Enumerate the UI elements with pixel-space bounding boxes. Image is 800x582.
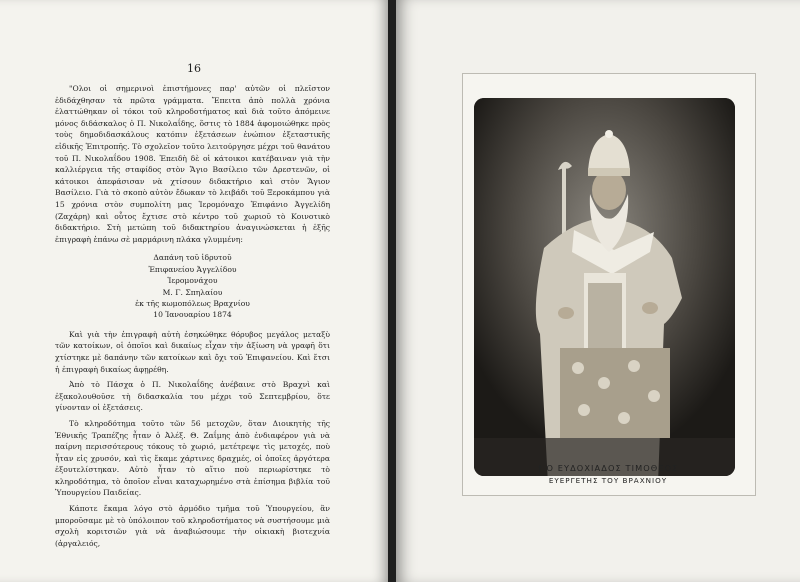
photo-frame	[462, 73, 756, 496]
inscription-line: Ἐπιφανείου Ἀγγελίδου	[148, 264, 237, 274]
bishop-portrait-illustration	[474, 98, 735, 476]
paragraph: "Ολοι οἱ σημερινοὶ ἐπιστήμονες παρ' αὐτῶν οἱ πλεῖστον ἐδιδάχθησαν τὰ πρῶτα γράμματα. Ἔπειτα ἀπὸ πολλὰ χρόνια ἐλαττώθηκαν οἱ τόκοι τοῦ κληροδοτήματος καὶ διὰ τοῦτο ἀπόμεινε μόνος διδάσκαλος ὁ Π. Νικολαΐδης, ὅστις τὸ 1884 ἀφομοιώθηκε πρὸς τοὺς δημοδιδασκάλους κατόπιν ἐξετάσεων ἐνώπιον ἐξεταστικῆς εἰδικῆς Ἐπιτροπῆς. Τὸ σχολεῖον τοῦτο λειτούργησε μέχρι τοῦ θανάτου τοῦ Π. Νικολαΐδου 1908. Ἐπειδὴ δὲ οἱ κάτοικοι κατέβαιναν γιὰ τὴν καλλιέργεια τῆς σταφίδος στὸν Ἅγιο Βασίλειο τῶν Δρεστενῶν, οἱ κάτοικοι ἀπεφάσισαν νὰ χτίσουν διδακτήριο καὶ στὸν Ἅγιον Βασίλειο. Γιὰ τὸ σκοπὸ αὐτὸν ἔδωκαν τὸ λειβάδι τοῦ Ξεροκάμπου γιὰ 15 χρόνια στὸν συμπολίτη μας Ἱερομόναχο Ἐπιφάνιο Ἀγγελίδη (Ζαχάρη) καὶ οὗτος ἔχτισε στὸ κέντρο τοῦ χωριοῦ τὸ Κοινοτικὸ διδακτήριο. Στὴ μετώπη τοῦ διδακτηρίου ἀναγινώσκεται ἡ ἑξῆς ἐπιγραφὴ ἐπάνω σὲ μαρμάρινη πλάκα γλυμμένη:	[55, 84, 330, 244]
inscription-line: ἐκ τῆς κωμοπόλεως Βραχνίου	[135, 298, 250, 308]
page-number: 16	[187, 62, 201, 75]
paragraph: Καὶ γιὰ τὴν ἐπιγραφὴ αὐτὴ ἐσηκώθηκε θόρυβος μεγάλος μεταξὺ τῶν κατοίκων, οἱ ὁποῖοι καὶ δικαίως εἶχαν τὴν ἀξίωση νὰ γραφῆ ὅτι χτίστηκε μὲ δαπάνην τῶν κατοίκων καὶ ὄχι τοῦ Ἐπιφανείου. Καὶ ἔτσι ἡ ἐπιγραφὴ δικαίως ἀφῃρέθη.	[55, 329, 330, 374]
body-text	[55, 83, 330, 549]
photo-caption-title: † Ο ΕΥΔΟΧΙΑΔΟΣ ΤΙΜΟΘΕΟΣ	[537, 463, 679, 473]
bishop-portrait-photo	[474, 98, 735, 476]
inscription-line: Δαπάνη τοῦ ἱδρυτοῦ	[153, 253, 232, 263]
paragraph: Κάποτε ἔκαμα λόγο στὸ ἁρμόδιο τμῆμα τοῦ Ὑπουργείου, ἂν μποροῦσαμε μὲ τὸ ὑπόλοιπον τοῦ κληροδοτήματος νὰ συστήσουμε μιὰ σχολὴ κοριτσιῶν γιὰ νὰ ἀναβιώσουμε τὴν οἰκιακὴ βιοτεχνία (ἀργαλειός,	[55, 504, 330, 548]
inscription-line: Μ. Γ. Σπηλαίου	[162, 287, 223, 297]
inscription-line: Ἱερομονάχου	[167, 276, 218, 286]
paragraph: Ἀπὸ τὸ Πάσχα ὁ Π. Νικολαΐδης ἀνέβαινε στὸ Βραχνὶ καὶ ἐξακολουθοῦσε τὴ διδασκαλία του μέχρι τοῦ Σεπτεμβρίου, ὅτε γίνονταν οἱ ἐξετάσεις.	[55, 380, 330, 413]
left-page	[0, 0, 388, 582]
photo-caption-subtitle: ΕΥΕΡΓΕΤΗΣ ΤΟΥ ΒΡΑΧΝΙΟΥ	[548, 476, 668, 485]
paragraph: Τὸ κληροδότημα τοῦτο τῶν 56 μετοχῶν, ὅταν Διοικητὴς τῆς Ἐθνικῆς Τραπέζης ἦταν ὁ Ἀλέξ. Θ. Ζαΐμης ἀπὸ ἐνδιαφέρον γιὰ νὰ παίρνη περισσότερους τόκους τὸ χωριό, μετέτρεψε τὶς μετοχές, ποὺ ἦταν εἰς χρυσόν, καὶ τὶς ἔκαμε χάρτινες δραχμές, οἱ ὁποῖες ἀργότερα ἐξουτελίστηκαν. Αὐτὸ ἦταν τὸ αἴτιο ποὺ περιωρίστηκε τὸ κληροδότημα, τὸ ὁποῖον εἶναι καταχωρημένο στὰ ἐπίσημα βιβλία τοῦ Ὑπουργείου Παιδείας.	[55, 418, 330, 498]
inscription	[55, 252, 330, 320]
inscription-line: 10 Ἰανουαρίου 1874	[153, 310, 232, 320]
